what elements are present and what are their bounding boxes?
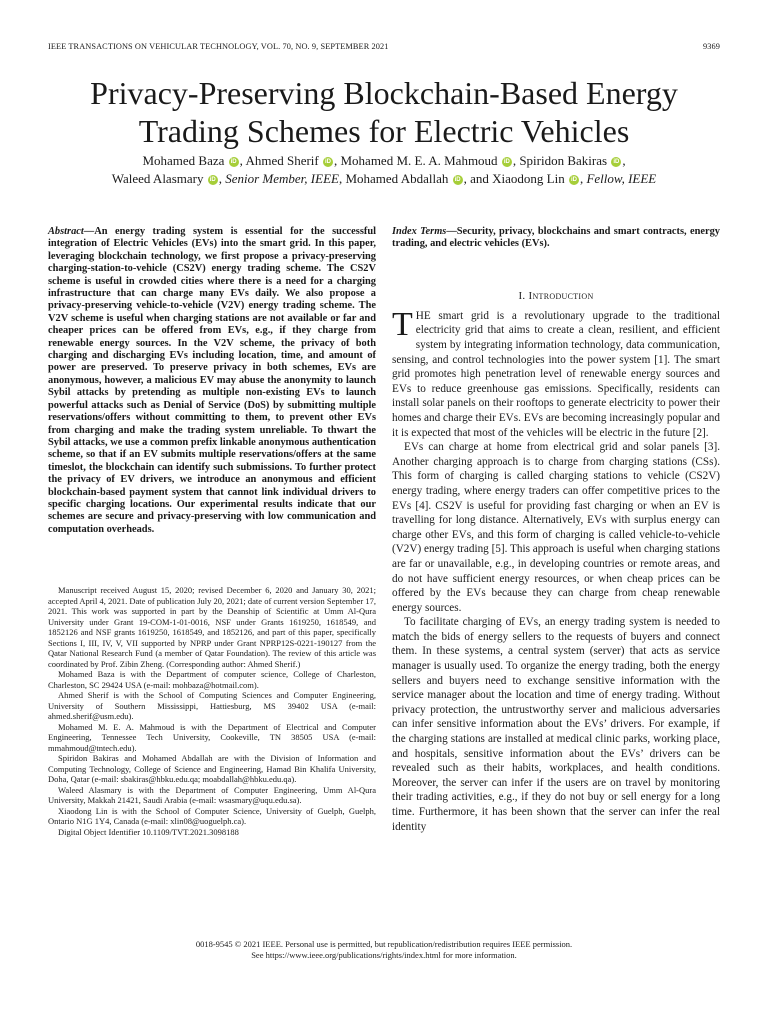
orcid-icon[interactable]: iD [503, 159, 510, 165]
index-terms-lead: Index Terms [392, 226, 447, 237]
orcid-icon[interactable]: iD [324, 159, 331, 165]
abstract [48, 226, 376, 536]
author-role: Senior Member, IEEE [225, 171, 339, 186]
author-name: Mohamed Baza [142, 153, 225, 168]
footnote-affiliation: Waleed Alasmary is with the Department of Computer Engineering, Umm Al-Qura University, Makkah 21421, Saudi Arabia (e-mail: wsasmary@uqu.edu.sa). [48, 784, 376, 805]
author-name: Mohamed M. E. A. Mahmoud [340, 153, 498, 168]
footnotes [48, 585, 376, 837]
author-name: Mohamed Abdallah [345, 171, 449, 186]
rights-link[interactable]: See https://www.ieee.org/publications/rights/index.html for more information. [251, 950, 517, 960]
author-list: Mohamed Baza iD , Ahmed Sherif iD , Mohamed M. E. A. Mahmoud iD , Spiridon Bakiras iD , Waleed Alasmary iD , Senior Member, IEEE, Mohamed Abdallah iD , and Xiaodong Lin iD , Fellow, IEEE [111, 153, 657, 186]
footnote-doi: Digital Object Identifier 10.1109/TVT.2021.3098188 [58, 826, 239, 837]
author-name: Waleed Alasmary [111, 171, 204, 186]
orcid-icon[interactable]: iD [613, 159, 620, 165]
title-line-2: Trading Schemes for Electric Vehicles [138, 113, 630, 149]
footnote-affiliation: Ahmed Sherif is with the School of Computing Sciences and Computer Engineering, University of Southern Mississippi, Hattiesburg, MS 39402 USA (e-mail: ahmed.sherif@usm.edu). [48, 690, 376, 721]
footnote-affiliation: Xiaodong Lin is with the School of Computer Science, University of Guelph, Guelph, Ontario N1G 1Y4, Canada (e-mail: xlin08@uoguelph.ca). [48, 805, 376, 826]
abstract-text: —An energy trading system is essential for the successful integration of Electric Vehicles (EVs) into the smart grid. In this paper, leveraging blockchain technology, we first propose a privacy-preserving charging-station-to-vehicle (CS2V) energy trading scheme. The CS2V scheme is useful in crowded cities where there is a need for a charging infrastructure that can charge many EVs daily. We also propose a privacy-preserving vehicle-to-vehicle (V2V) energy trading scheme. The V2V scheme is useful when charging stations are not available or far and cheaper prices can be offered from EVs, e.g., if they charge from renewable energy sources. In the V2V scheme, the privacy of both charging and discharging EVs including location, time, and amount of power are preserved. To preserve privacy in both schemes, EVs are anonymous, however, a malicious EV may abuse the anonymity to launch Sybil attacks by pretending as multiple non-existing EVs to launch powerful attacks such as Denial of Service (DoS) by submitting multiple reservations/offers without committing to them, to prevent other EVs from charging and make the trading system unreliable. To thwart the Sybil attacks, we use a common prefix linkable anonymous authentication scheme, so that if an EV submits multiple reservations/offers at the same timeslot, the blockchain can identify such submissions. To further protect the privacy of EV drivers, we introduce an anonymous and efficient blockchain-based payment system that cannot link individual drivers to specific charging locations. Our experimental results indicate that our schemes are secure and privacy-preserving with low communication and computation overheads. [48, 226, 376, 535]
author-name: Ahmed Sherif [245, 153, 319, 168]
paper-title [40, 74, 728, 150]
orcid-icon[interactable]: iD [209, 177, 216, 183]
author-name: Spiridon Bakiras [519, 153, 608, 168]
paragraph: EVs can charge at home from electrical grid and solar panels [3]. Another charging approach is to charge from charging stations (CSs). This form of charging is called charging stations to vehicle (CS2V) energy trading, where energy traders can offer competitive prices to the EVs [4]. CS2V is useful for providing fast charging or when an EV is travelling for long distance. Alternatively, EVs with surplus energy can charge other EVs, and this form of charging is called vehicle-to-vehicle (V2V) energy trading [5]. This approach is useful when charging stations are far or unavailable, e.g., in developing countries or remote areas, and do not have sufficient energy resources, or when cheap prices can be offered by the EVs because they can charge from cheap renewable energy sources. [392, 441, 720, 614]
author-role: Fellow, IEEE [586, 171, 657, 186]
index-terms [392, 226, 720, 251]
introduction-body [392, 305, 720, 834]
footnote-affiliation: Spiridon Bakiras and Mohamed Abdallah are with the Division of Information and Computing Technology, College of Science and Engineering, Hamad Bin Khalifa University, Doha, Qatar (e-mail: sbakiras@hbku.edu.qa; moabdallah@hbku.edu.qa). [48, 753, 376, 784]
orcid-icon[interactable]: iD [570, 177, 577, 183]
paragraph [392, 305, 720, 440]
paragraph-text: HE smart grid is a revolutionary upgrade to the traditional electricity grid that aims to create a clean, resilient, and efficient system by integrating information technology, data communication, sensing, and control technologies into the power system [1]. The smart grid promotes high penetration level of renewable energy sources and EVs to reduce greenhouse gas emissions. Specifically, residents can install solar panels on their rooftops to generate electricity to power their homes and charge their EVs. EVs are becoming increasingly popular and it is expected that most of the vehicles will be electric in the future [2]. [392, 309, 720, 439]
copyright-notice [48, 939, 720, 961]
section-heading: I. Introduction [518, 289, 594, 302]
journal-name: IEEE TRANSACTIONS ON VEHICULAR TECHNOLOGY, VOL. 70, NO. 9, SEPTEMBER 2021 [48, 42, 389, 51]
page-number: 9369 [703, 42, 720, 51]
copyright-line: 0018-9545 © 2021 IEEE. Personal use is permitted, but republication/redistribution requires IEEE permission. [195, 939, 573, 949]
footnote-affiliation: Mohamed M. E. A. Mahmoud is with the Department of Electrical and Computer Engineering, Tennessee Tech University, Cookeville, TN 38505 USA (e-mail: mmahmoud@tntech.edu). [48, 721, 376, 753]
orcid-icon[interactable]: iD [454, 177, 461, 183]
running-head [48, 42, 720, 56]
index-terms-text: —Security, privacy, blockchains and smart contracts, energy trading, and electric vehicles (EVs). [392, 226, 720, 250]
orcid-icon[interactable]: iD [230, 159, 237, 165]
right-column [392, 226, 720, 834]
drop-cap: T [392, 305, 413, 343]
title-line-1: Privacy-Preserving Blockchain-Based Energy [90, 75, 678, 111]
abstract-lead: Abstract [48, 226, 84, 237]
left-column [48, 226, 376, 536]
paragraph: To facilitate charging of EVs, an energy trading system is needed to match the bids of energy sellers to the requests of buyers and connect them. In these systems, a central system (server) that acts as service manager is usually used. To organize the energy trading, both the energy sellers and buyers need to exchange sensitive information with the service manager about the location and time of energy trading. Without privacy protection, the untrustworthy server and malicious adversaries can infer sensitive information about the EVs’ drivers. For example, if the charging stations are installed at medical clinic parks, working place, and hospitals, sensitive information about the EVs’ drivers can be revealed such as their habits, workplaces, and health conditions. Moreover, the server can infer if the users are on travel by monitoring their trading activities, e.g., if they do not buy or sell energy for a long time. Furthermore, it has been shown that the server can infer the real identity [392, 616, 720, 833]
footnote-affiliation: Mohamed Baza is with the Department of computer science, College of Charleston, Charleston, SC 29424 USA (e-mail: mohbaza@hotmail.com). [48, 669, 376, 690]
author-name: and Xiaodong Lin [470, 171, 565, 186]
footnote-manuscript: Manuscript received August 15, 2020; revised December 6, 2020 and January 30, 2021; accepted April 4, 2021. Date of publication July 20, 2021; date of current version September 17, 2021. This work was supported in part by the Deanship of Scientific at Umm Al-Qura University under Grant 19-COM-1-01-0016, NSF under Grants 1619250, 1618549, and 1852126 and NSF grants 1619250, 1618549, and 1852126, and part of this paper, specifically Sections I, III, IV, V, VII supported by NPRP under Grant NPRP12S-0221-190127 from the Qatar National Research Fund (a member of Qatar Foundation). The review of this article was coordinated by Prof. Zibin Zheng. (Corresponding author: Ahmed Sherif.) [48, 585, 376, 669]
